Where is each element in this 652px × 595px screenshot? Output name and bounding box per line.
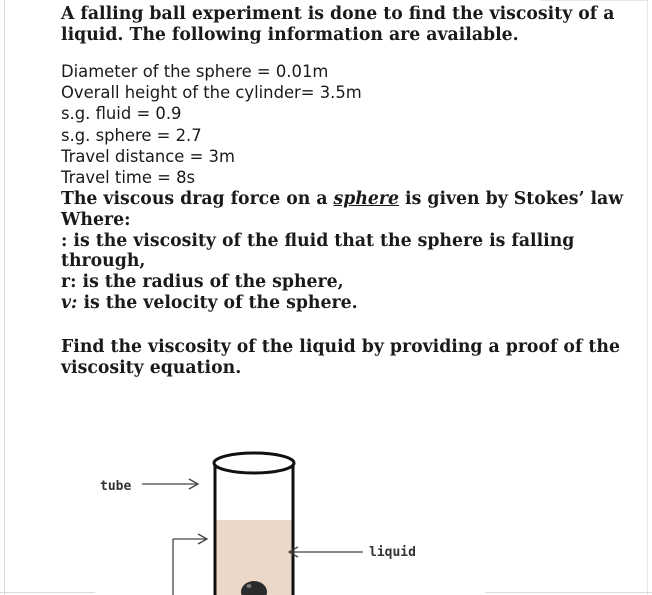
fact-travel-distance: Travel distance = 3m — [61, 146, 235, 166]
page-top-border — [540, 0, 648, 1]
mu-definition-line-2: through, — [61, 251, 146, 272]
fact-sg-sphere: s.g. sphere = 2.7 — [61, 125, 202, 145]
v-definition — [61, 293, 623, 314]
stokes-text-before: The viscous drag force on a — [61, 189, 334, 209]
fact-cylinder-height: Overall height of the cylinder= 3.5m — [61, 83, 362, 103]
fact-travel-time: Travel time = 8s — [61, 168, 196, 188]
sphere-link[interactable]: sphere — [333, 189, 400, 209]
given-data-list — [61, 61, 362, 188]
stokes-law-line — [61, 189, 623, 210]
tube-label: tube — [100, 479, 132, 494]
question-block — [61, 337, 620, 379]
stokes-law-explanation — [61, 189, 623, 314]
fact-sg-fluid: s.g. fluid = 0.9 — [61, 104, 182, 124]
heading-line-2: liquid. The following information are available. — [61, 24, 519, 45]
page-left-border — [4, 0, 5, 595]
mu-definition-line-1: : is the viscosity of the fluid that the sphere is falling — [61, 230, 575, 251]
ball-highlight — [247, 584, 252, 588]
problem-heading — [61, 4, 614, 46]
liquid-label: liquid — [369, 545, 416, 560]
apparatus-diagram — [95, 432, 485, 595]
v-definition-text: is the velocity of the sphere. — [77, 292, 358, 313]
v-symbol: v: — [61, 292, 78, 313]
question-line-1: Find the viscosity of the liquid by providing a proof of the — [61, 337, 620, 357]
stokes-text-after: is given by Stokes’ law — [399, 189, 624, 209]
where-label: Where: — [61, 209, 131, 230]
falling-ball-figure — [95, 432, 485, 595]
tube-opening — [214, 453, 294, 473]
page-right-border — [647, 0, 648, 595]
fact-diameter: Diameter of the sphere = 0.01m — [61, 62, 329, 81]
r-definition: r: is the radius of the sphere, — [61, 272, 344, 293]
question-line-2: viscosity equation. — [61, 357, 242, 378]
heading-line-1: A falling ball experiment is done to find the viscosity of a — [61, 4, 615, 24]
